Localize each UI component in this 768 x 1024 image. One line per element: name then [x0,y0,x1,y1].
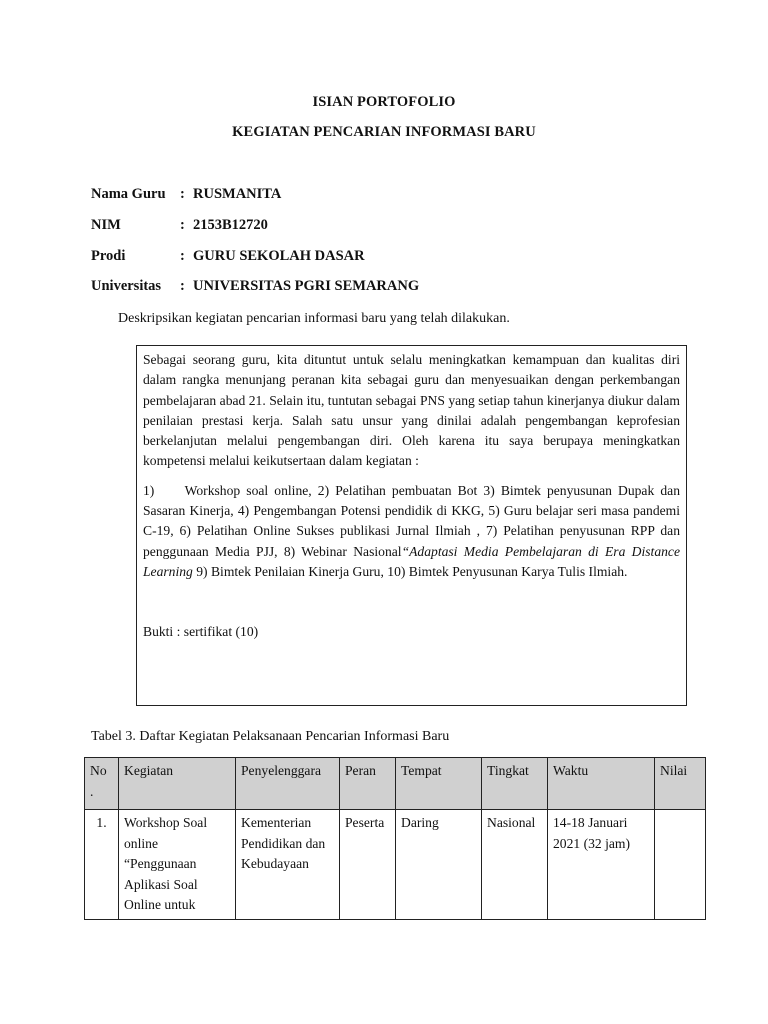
description-box [136,345,687,706]
instruction-text: Deskripsikan kegiatan pencarian informasi baru yang telah dilakukan. [118,311,510,326]
document-subtitle: KEGIATAN PENCARIAN INFORMASI BARU [232,124,536,140]
identity-value: 2153B12720 [193,217,268,233]
document-title: ISIAN PORTOFOLIO [312,94,456,110]
cell-peran: Peserta [340,810,396,920]
identity-label: NIM [91,217,121,233]
identity-colon: : [180,217,185,233]
activity-list-paragraph [143,481,680,582]
header-cell-no: No . [85,758,119,810]
identity-value: GURU SEKOLAH DASAR [193,248,365,264]
cell-penyelenggara: Kementerian Pendidikan dan Kebudayaan [236,810,340,920]
cell-waktu: 14-18 Januari 2021 (32 jam) [548,810,655,920]
cell-tingkat: Nasional [482,810,548,920]
header-cell-waktu: Waktu [548,758,655,810]
identity-value: UNIVERSITAS PGRI SEMARANG [193,278,420,294]
table-row [85,810,706,920]
header-cell-peran: Peran [340,758,396,810]
table-caption: Tabel 3. Daftar Kegiatan Pelaksanaan Pencarian Informasi Baru [91,729,450,744]
cell-tempat: Daring [396,810,482,920]
cell-no: 1. [85,810,119,920]
evidence-text: Bukti : sertifikat (10) [143,624,259,640]
identity-label: Nama Guru [91,186,166,202]
identity-colon: : [180,186,185,202]
table-header-row [85,758,706,810]
activity-list-text: 1) Workshop soal online, 2) Pelatihan pembuatan Bot 3) Bimtek penyusunan Dupak dan Sasaran Kinerja, 4) Pengembangan Potensi pendidik di KKG, 5) Guru belajar seri masa pandemi C-19, 6) Pelatihan Online Sukses publikasi Jurnal Ilmiah , 7) Pelatihan penyusunan RPP dan penggunaan Media PJJ, 8) Webinar Nasional [143,482,680,559]
identity-label: Universitas [91,278,162,294]
header-cell-tingkat: Tingkat [482,758,548,810]
header-cell-tempat: Tempat [396,758,482,810]
identity-colon: : [180,248,185,264]
header-cell-kegiatan: Kegiatan [119,758,236,810]
webinar-title-italic: “Adaptasi Media Pembelajaran di Era Distance Learning [143,543,680,579]
activity-list-text-end: 9) Bimtek Penilaian Kinerja Guru, 10) Bimtek Penyusunan Karya Tulis Ilmiah. [196,563,628,579]
cell-kegiatan: Workshop Soal online “Penggunaan Aplikasi Soal Online untuk [119,810,236,920]
description-paragraph: Sebagai seorang guru, kita dituntut untuk selalu meningkatkan kemampuan dan kualitas diri dalam rangka menunjang peranan kita sebagai guru dan menyesuaikan dengan perkembangan pembelajaran abad 21. Selain itu, tuntutan sebagai PNS yang setiap tahun kinerjanya diukur dalam penilaian prestasi kerja. Salah satu unsur yang dinilai adalah pengembangan keprofesian berkelanjutan melalui pengembangan diri. Oleh karena itu saya berupaya meningkatkan kompetensi melalui keikutsertaan dalam kegiatan : [143,352,680,469]
activity-table [84,757,706,920]
cell-nilai [655,810,706,920]
identity-value: RUSMANITA [193,186,282,202]
header-cell-nilai: Nilai [655,758,706,810]
identity-label: Prodi [91,248,126,264]
header-cell-penyelenggara: Penyelenggara [236,758,340,810]
identity-colon: : [180,278,185,294]
